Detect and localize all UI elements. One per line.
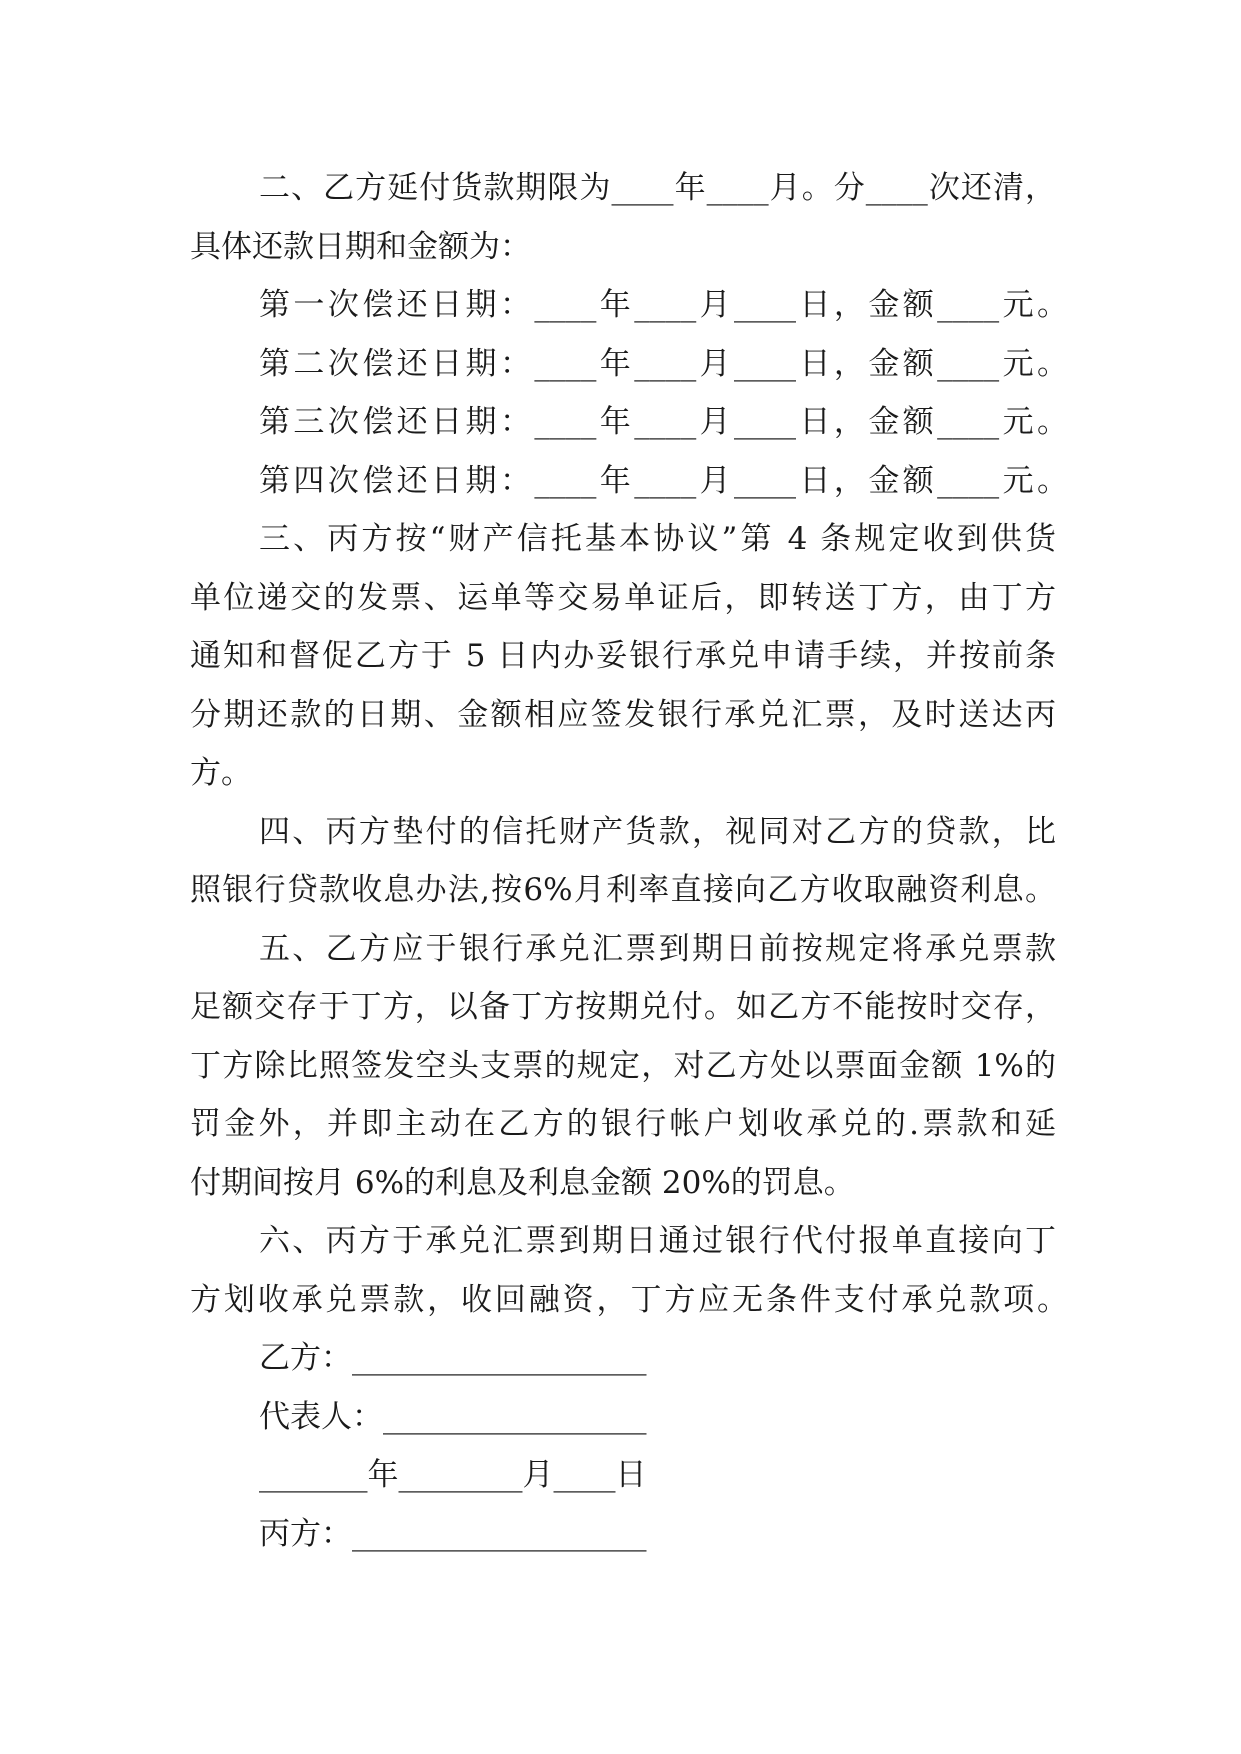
clause-3-line: 方。	[190, 755, 252, 791]
clause-2	[190, 159, 1056, 276]
clause-5	[190, 920, 1056, 1213]
clause-3-line: 三、丙方按“财产信托基本协议”第 4 条规定收到供货	[259, 521, 1056, 557]
clause-2-line: 具体还款日期和金额为：	[190, 228, 531, 265]
signature-block	[190, 1329, 1056, 1563]
signature-date-line: _______年________月____日	[259, 1457, 647, 1493]
clause-4-line: 四、丙方垫付的信托财产货款，视同对乙方的贷款，比	[259, 813, 1056, 850]
clause-2-line: 二、乙方延付货款期限为____年____月。分____次还清，	[259, 170, 1056, 206]
representative-signature-line: 代表人：_________________	[259, 1398, 647, 1435]
clause-3	[190, 510, 1056, 803]
repayment-item-2: 第二次偿还日期：____年____月____日，金额____元。	[259, 345, 1068, 382]
clause-6	[190, 1212, 1068, 1329]
contract-body	[190, 159, 1068, 1563]
clause-6-line: 六、丙方于承兑汇票到期日通过银行代付报单直接向丁	[259, 1223, 1056, 1259]
clause-5-line: 罚金外，并即主动在乙方的银行帐户划收承兑的.票款和延	[190, 1106, 1056, 1142]
clause-4	[190, 803, 1056, 920]
clause-5-line: 丁方除比照签发空头支票的规定，对乙方处以票面金额 1%的	[190, 1047, 1056, 1084]
clause-4-line: 照银行贷款收息办法,按6%月利率直接向乙方收取融资利息。	[190, 872, 1056, 908]
repayment-item-4: 第四次偿还日期：____年____月____日，金额____元。	[259, 462, 1068, 499]
clause-5-line: 付期间按月 6%的利息及利息金额 20%的罚息。	[190, 1164, 855, 1201]
clause-3-line: 分期还款的日期、金额相应签发银行承兑汇票，及时送达丙	[190, 696, 1056, 733]
clause-6-line: 方划收承兑票款，收回融资，丁方应无条件支付承兑款项。	[190, 1281, 1068, 1318]
repayment-schedule	[190, 276, 1068, 510]
repayment-item-3: 第三次偿还日期：____年____月____日，金额____元。	[259, 404, 1068, 440]
clause-5-line: 五、乙方应于银行承兑汇票到期日前按规定将承兑票款	[259, 930, 1056, 967]
clause-5-line: 足额交存于丁方，以备丁方按期兑付。如乙方不能按时交存，	[190, 989, 1056, 1025]
party-b-signature-line: 乙方：___________________	[259, 1340, 647, 1376]
clause-3-line: 通知和督促乙方于 5 日内办妥银行承兑申请手续，并按前条	[190, 638, 1056, 674]
party-c-signature-line: 丙方：___________________	[259, 1515, 647, 1552]
repayment-item-1: 第一次偿还日期：____年____月____日，金额____元。	[259, 287, 1068, 323]
clause-3-line: 单位递交的发票、运单等交易单证后，即转送丁方，由丁方	[190, 579, 1056, 616]
